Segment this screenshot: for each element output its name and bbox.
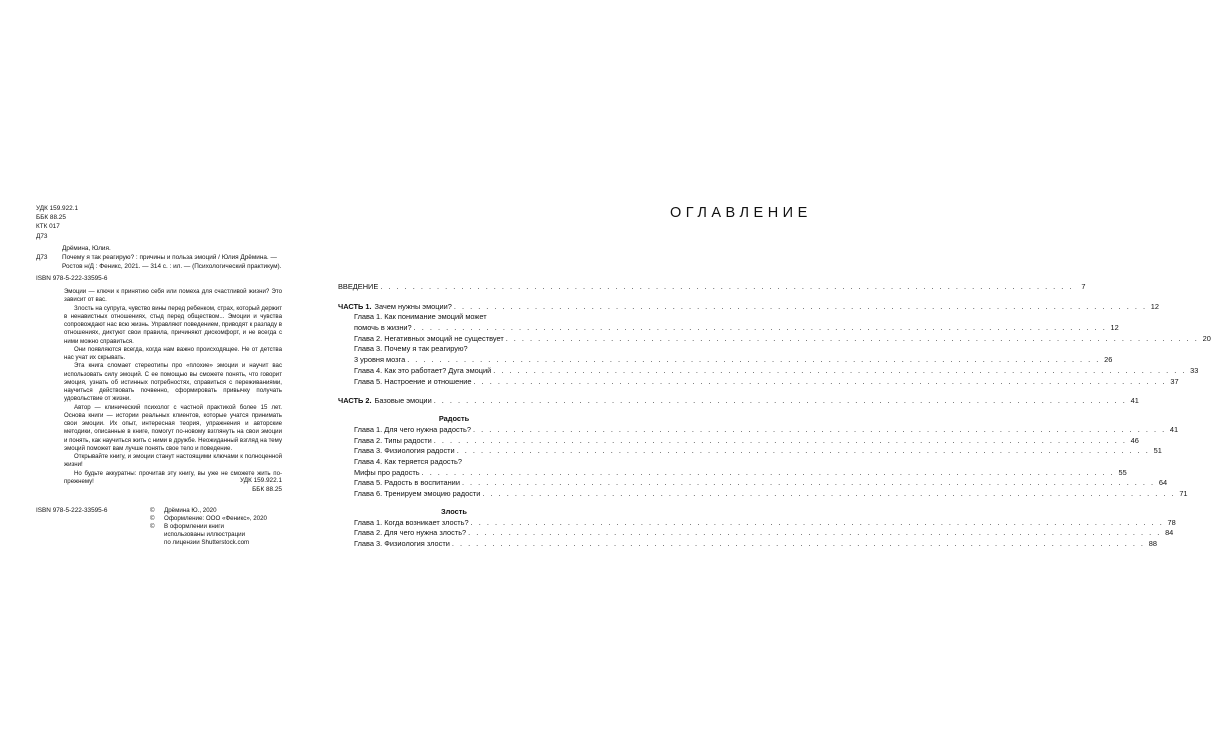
copyright-line: Дрёмина Ю., 2020 bbox=[164, 507, 217, 514]
leader-dots bbox=[462, 478, 1155, 489]
toc-entry-title: Мифы про радость bbox=[354, 467, 420, 477]
toc-entry-part2[interactable] bbox=[338, 396, 1139, 407]
toc-entry-title: Базовые эмоции bbox=[374, 396, 432, 406]
library-codes bbox=[36, 204, 78, 241]
toc-entry-title: Глава 5. Радость в воспитании bbox=[354, 478, 460, 488]
leader-dots bbox=[434, 396, 1127, 407]
bbk-bottom-code: ББК 88.25 bbox=[252, 486, 282, 493]
toc-page-number: 12 bbox=[1150, 301, 1159, 311]
bib-text-2: Ростов н/Д : Феникс, 2021. — 314 с. : ил. — (Психологический практикум). bbox=[62, 263, 282, 271]
toc-page-number: 51 bbox=[1153, 446, 1162, 456]
toc-entry-title: Глава 2. Для чего нужна злость? bbox=[354, 528, 467, 538]
toc-entry[interactable] bbox=[354, 446, 1162, 457]
toc-entry-title: Глава 3. Физиология злости bbox=[354, 539, 450, 549]
bib-code: Д73 bbox=[36, 254, 48, 262]
toc-entry[interactable] bbox=[354, 435, 1139, 447]
copyright-line: В оформлении книги bbox=[164, 523, 224, 530]
copyright-line: Оформление: ООО «Феникс», 2020 bbox=[164, 515, 267, 522]
toc-entry[interactable] bbox=[338, 344, 570, 355]
copyright-line: использованы иллюстрации bbox=[164, 531, 246, 538]
leader-dots bbox=[474, 377, 1167, 388]
toc-entry-title: ВВЕДЕНИЕ bbox=[338, 282, 379, 291]
toc-entry-title: Глава 2. Типы радости bbox=[354, 435, 432, 445]
toc-page-number: 7 bbox=[1081, 282, 1086, 291]
toc-page-number: 78 bbox=[1167, 517, 1176, 527]
table-of-contents bbox=[338, 282, 1211, 550]
annotation-paragraph: Но будьте аккуратны: прочитав эту книгу, вы уже не сможете жить по-прежнему! bbox=[64, 469, 282, 485]
toc-entry[interactable] bbox=[338, 333, 1211, 345]
toc-entry-title: Глава 4. Как это работает? Дуга эмоций bbox=[354, 365, 492, 375]
leader-dots bbox=[471, 518, 1164, 529]
leader-dots bbox=[457, 446, 1150, 457]
toc-entry-title: Глава 3. Почему я так реагирую? bbox=[354, 344, 468, 354]
author-line: Дрёмина, Юлия. bbox=[62, 245, 111, 252]
copyright-block bbox=[150, 507, 267, 547]
toc-entry[interactable] bbox=[354, 478, 1168, 489]
toc-page-number: 71 bbox=[1179, 489, 1188, 498]
leader-dots bbox=[422, 468, 1115, 479]
toc-entry[interactable] bbox=[354, 424, 1179, 436]
toc-entry[interactable] bbox=[338, 355, 1113, 366]
toc-entry-title: Глава 1. Для чего нужна радость? bbox=[354, 424, 471, 434]
toc-page-number: 33 bbox=[1190, 365, 1199, 375]
udk-code: УДК 159.922.1 bbox=[36, 205, 79, 212]
toc-entry-title: Глава 5. Настроение и отношение bbox=[354, 376, 472, 386]
isbn-bottom: ISBN 978-5-222-33595-6 bbox=[36, 507, 108, 514]
toc-page-number: 12 bbox=[1110, 323, 1119, 333]
toc-entry-title: Зачем нужны эмоции? bbox=[374, 301, 452, 311]
toc-entry[interactable] bbox=[338, 323, 1119, 334]
joy-chapters bbox=[338, 424, 1188, 500]
toc-entry[interactable] bbox=[354, 539, 1157, 550]
copyright-symbol bbox=[150, 531, 164, 539]
toc-page-number: 41 bbox=[1130, 396, 1139, 406]
toc-entry[interactable] bbox=[354, 517, 1176, 529]
toc-page-number: 37 bbox=[1170, 376, 1179, 386]
leader-dots bbox=[407, 355, 1100, 366]
toc-page-number: 88 bbox=[1148, 539, 1157, 549]
annotation bbox=[64, 288, 282, 486]
leader-dots bbox=[468, 528, 1161, 539]
toc-entry[interactable] bbox=[338, 312, 570, 323]
toc-page-number: 84 bbox=[1165, 528, 1174, 538]
udk-bottom-code: УДК 159.922.1 bbox=[239, 477, 282, 484]
part-label: ЧАСТЬ 1. bbox=[338, 301, 372, 311]
toc-entry-part1[interactable] bbox=[338, 301, 1159, 313]
leader-dots bbox=[452, 539, 1145, 550]
copyright-symbol: © bbox=[150, 507, 155, 514]
leader-dots bbox=[434, 436, 1127, 447]
anger-chapters bbox=[338, 517, 1176, 550]
toc-page-number: 41 bbox=[1169, 424, 1179, 434]
annotation-paragraph: Злость на супруга, чувство вины перед ребенком, страх, который держит в ненавистных отношениях, стыд перед обществом... Эмоции и чувства сопровождают нас всю жизнь. Управляют поведением, приводят к разладу в отношениях, диктуют свои правила, причиняют дискомфорт, и не всегда с ними можно справиться. bbox=[64, 304, 282, 345]
toc-page-number: 20 bbox=[1202, 333, 1211, 343]
copyright-symbol: © bbox=[150, 515, 155, 522]
toc-entry[interactable] bbox=[354, 528, 1174, 539]
toc-page-number: 55 bbox=[1118, 467, 1127, 477]
author-sign: Д73 bbox=[36, 232, 48, 240]
toc-entry-title: Глава 1. Когда возникает злость? bbox=[354, 517, 469, 527]
leader-dots bbox=[454, 302, 1147, 313]
section-heading-anger: Злость bbox=[441, 506, 467, 516]
toc-entry-title: помочь в жизни? bbox=[354, 323, 412, 333]
toc-entry-title: 3 уровня мозга bbox=[354, 355, 406, 365]
toc-page-number: 46 bbox=[1130, 435, 1139, 445]
leader-dots bbox=[482, 489, 1175, 500]
copyright-symbol: © bbox=[150, 523, 155, 530]
isbn-line: ISBN 978-5-222-33595-6 bbox=[36, 275, 108, 282]
annotation-paragraph: Эмоции — ключи к принятию себя или помеха для счастливой жизни? Это зависит от вас. bbox=[64, 288, 282, 304]
annotation-paragraph: Эта книга сломает стереотипы про «плохие» эмоции и научит вас использовать силу эмоций. С ее помощью вы сможете понять, что говорит эмоция, узнать об истинных потребностях, справиться с переживаниями, научиться действовать почвенно, сформировать привычку получать удовольствие от жизни. bbox=[64, 362, 282, 403]
udk-bottom bbox=[232, 476, 282, 494]
bbk-code: ББК 88.25 bbox=[36, 214, 66, 222]
toc-entry[interactable] bbox=[354, 467, 1127, 479]
leader-dots bbox=[506, 334, 1199, 345]
toc-entry-title: Глава 3. Физиология радости bbox=[354, 446, 455, 456]
toc-entry[interactable] bbox=[354, 457, 570, 468]
copyright-symbol bbox=[150, 539, 164, 547]
toc-page-number: 64 bbox=[1158, 478, 1168, 488]
bibliographic-record bbox=[36, 244, 284, 272]
copyright-line: по лицензии Shutterstock.com bbox=[164, 539, 250, 546]
toc-entry-title: Глава 1. Как понимание эмоций может bbox=[354, 312, 487, 322]
toc-title: ОГЛАВЛЕНИЕ bbox=[670, 205, 812, 221]
bib-text-1: Почему я так реагирую? : причины и польза эмоций / Юлия Дрёмина. — bbox=[62, 254, 277, 262]
annotation-paragraph: Автор — клинический психолог с частной практикой более 15 лет. Основа книги — истории реальных клиентов, которые учатся принимать свои эмоции. Их опыт, интересная теория, упражнения и авторские методики, описанные в книге, помогут по-новому взглянуть на свои эмоции и понять, как научиться жить с ними в дружбе. Неожиданный взгляд на тему эмоций поможет вам лучше понять свое тело и поведение. bbox=[64, 403, 282, 452]
annotation-paragraph: Они появляются всегда, когда нам важно происходящее. Не от детства нас учат их скрывать. bbox=[64, 345, 282, 361]
toc-entry[interactable] bbox=[338, 376, 1179, 388]
toc-entry[interactable] bbox=[338, 365, 1199, 377]
leader-dots bbox=[493, 366, 1186, 377]
leader-dots bbox=[414, 323, 1107, 334]
part-label: ЧАСТЬ 2. bbox=[338, 396, 372, 406]
toc-entry-title: Глава 4. Как теряется радость? bbox=[354, 456, 462, 466]
toc-entry-intro[interactable] bbox=[338, 282, 1086, 293]
left-page bbox=[0, 0, 300, 750]
toc-entry-title: Глава 2. Негативных эмоций не существует bbox=[354, 333, 504, 343]
leader-dots bbox=[473, 425, 1166, 436]
toc-entry[interactable] bbox=[354, 489, 1188, 500]
toc-entry-title: Глава 6. Тренируем эмоцию радости bbox=[354, 489, 481, 498]
leader-dots bbox=[380, 282, 1073, 293]
toc-page-number: 26 bbox=[1104, 355, 1113, 365]
annotation-paragraph: Открывайте книгу, и эмоции станут настоящими ключами к полноценной жизни! bbox=[64, 453, 282, 469]
section-heading-joy: Радость bbox=[438, 413, 470, 423]
ktk-code: КТК 017 bbox=[36, 223, 60, 231]
